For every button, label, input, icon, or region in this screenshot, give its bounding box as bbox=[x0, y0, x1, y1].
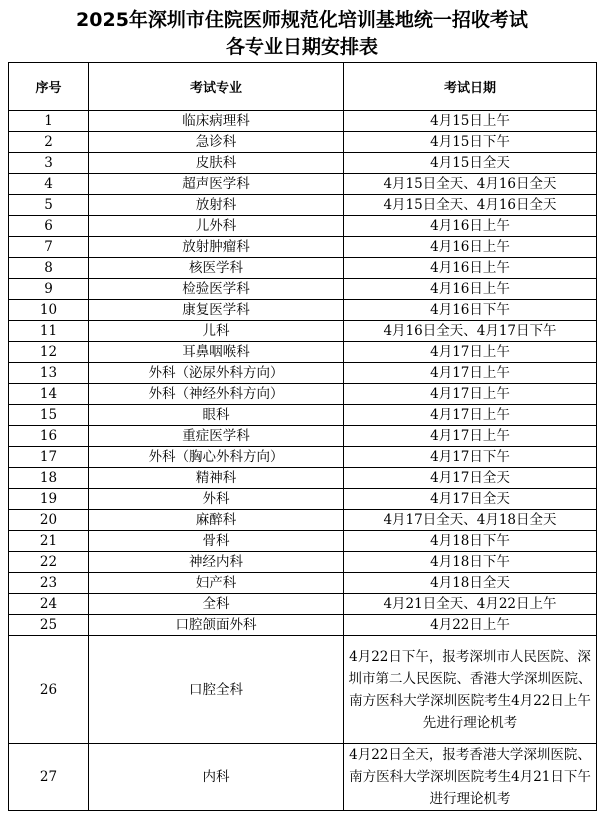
cell-seq: 26 bbox=[9, 636, 89, 744]
cell-major: 急诊科 bbox=[89, 132, 344, 153]
cell-date: 4月15日上午 bbox=[344, 111, 597, 132]
table-row bbox=[9, 468, 597, 489]
cell-date: 4月15日全天、4月16日全天 bbox=[344, 195, 597, 216]
header-row bbox=[9, 63, 597, 111]
cell-seq: 12 bbox=[9, 342, 89, 363]
cell-major: 全科 bbox=[89, 594, 344, 615]
table-row bbox=[9, 636, 597, 744]
table-row bbox=[9, 552, 597, 573]
cell-date: 4月16日上午 bbox=[344, 258, 597, 279]
cell-date: 4月17日上午 bbox=[344, 342, 597, 363]
table-row bbox=[9, 510, 597, 531]
cell-seq: 4 bbox=[9, 174, 89, 195]
header-seq: 序号 bbox=[9, 63, 89, 111]
header-date: 考试日期 bbox=[344, 63, 597, 111]
cell-major: 精神科 bbox=[89, 468, 344, 489]
cell-major: 外科（泌尿外科方向） bbox=[89, 363, 344, 384]
cell-seq: 21 bbox=[9, 531, 89, 552]
cell-seq: 6 bbox=[9, 216, 89, 237]
cell-seq: 13 bbox=[9, 363, 89, 384]
table-row bbox=[9, 615, 597, 636]
cell-seq: 25 bbox=[9, 615, 89, 636]
table-row bbox=[9, 744, 597, 811]
cell-date: 4月18日下午 bbox=[344, 552, 597, 573]
table-row bbox=[9, 216, 597, 237]
cell-major: 儿科 bbox=[89, 321, 344, 342]
cell-seq: 14 bbox=[9, 384, 89, 405]
table-row bbox=[9, 447, 597, 468]
cell-date: 4月15日全天 bbox=[344, 153, 597, 174]
cell-major: 核医学科 bbox=[89, 258, 344, 279]
cell-major: 外科（神经外科方向） bbox=[89, 384, 344, 405]
header-major: 考试专业 bbox=[89, 63, 344, 111]
cell-major: 耳鼻咽喉科 bbox=[89, 342, 344, 363]
cell-seq: 10 bbox=[9, 300, 89, 321]
cell-date: 4月16日上午 bbox=[344, 279, 597, 300]
cell-date: 4月15日全天、4月16日全天 bbox=[344, 174, 597, 195]
cell-major: 康复医学科 bbox=[89, 300, 344, 321]
cell-seq: 17 bbox=[9, 447, 89, 468]
table-row bbox=[9, 258, 597, 279]
cell-seq: 20 bbox=[9, 510, 89, 531]
cell-major: 口腔全科 bbox=[89, 636, 344, 744]
table-row bbox=[9, 153, 597, 174]
cell-seq: 22 bbox=[9, 552, 89, 573]
cell-date: 4月16日下午 bbox=[344, 300, 597, 321]
table-row bbox=[9, 237, 597, 258]
cell-seq: 7 bbox=[9, 237, 89, 258]
cell-major: 外科 bbox=[89, 489, 344, 510]
cell-major: 儿外科 bbox=[89, 216, 344, 237]
table-row bbox=[9, 489, 597, 510]
cell-seq: 11 bbox=[9, 321, 89, 342]
cell-date: 4月17日全天 bbox=[344, 489, 597, 510]
cell-date: 4月21日全天、4月22日上午 bbox=[344, 594, 597, 615]
table-row bbox=[9, 195, 597, 216]
table-row bbox=[9, 405, 597, 426]
table-row bbox=[9, 573, 597, 594]
page-title: 2025年深圳市住院医师规范化培训基地统一招收考试 bbox=[76, 9, 528, 31]
cell-major: 骨科 bbox=[89, 531, 344, 552]
cell-seq: 24 bbox=[9, 594, 89, 615]
cell-date: 4月16日全天、4月17日下午 bbox=[344, 321, 597, 342]
cell-seq: 16 bbox=[9, 426, 89, 447]
cell-date: 4月22日全天，报考香港大学深圳医院、南方医科大学深圳医院考生4月21日下午进行理论机考 bbox=[344, 744, 597, 811]
cell-seq: 3 bbox=[9, 153, 89, 174]
cell-major: 口腔颌面外科 bbox=[89, 615, 344, 636]
table-row bbox=[9, 426, 597, 447]
cell-date: 4月17日下午 bbox=[344, 447, 597, 468]
cell-date: 4月17日上午 bbox=[344, 384, 597, 405]
cell-seq: 8 bbox=[9, 258, 89, 279]
cell-major: 眼科 bbox=[89, 405, 344, 426]
cell-major: 放射肿瘤科 bbox=[89, 237, 344, 258]
schedule-table bbox=[8, 62, 597, 811]
cell-seq: 15 bbox=[9, 405, 89, 426]
cell-seq: 2 bbox=[9, 132, 89, 153]
table-row bbox=[9, 300, 597, 321]
cell-major: 重症医学科 bbox=[89, 426, 344, 447]
cell-date: 4月17日上午 bbox=[344, 405, 597, 426]
cell-date: 4月16日上午 bbox=[344, 237, 597, 258]
table-row bbox=[9, 279, 597, 300]
cell-major: 放射科 bbox=[89, 195, 344, 216]
cell-major: 检验医学科 bbox=[89, 279, 344, 300]
table-row bbox=[9, 363, 597, 384]
cell-major: 妇产科 bbox=[89, 573, 344, 594]
cell-major: 内科 bbox=[89, 744, 344, 811]
table-row bbox=[9, 111, 597, 132]
cell-seq: 19 bbox=[9, 489, 89, 510]
cell-date: 4月16日上午 bbox=[344, 216, 597, 237]
table-row bbox=[9, 342, 597, 363]
cell-date: 4月17日上午 bbox=[344, 426, 597, 447]
cell-date: 4月15日下午 bbox=[344, 132, 597, 153]
table-row bbox=[9, 321, 597, 342]
cell-seq: 27 bbox=[9, 744, 89, 811]
cell-seq: 1 bbox=[9, 111, 89, 132]
cell-seq: 18 bbox=[9, 468, 89, 489]
cell-date: 4月17日全天、4月18日全天 bbox=[344, 510, 597, 531]
cell-major: 皮肤科 bbox=[89, 153, 344, 174]
cell-seq: 9 bbox=[9, 279, 89, 300]
table-row bbox=[9, 132, 597, 153]
table-row bbox=[9, 594, 597, 615]
page-subtitle: 各专业日期安排表 bbox=[225, 36, 378, 58]
cell-major: 神经内科 bbox=[89, 552, 344, 573]
cell-seq: 5 bbox=[9, 195, 89, 216]
cell-major: 外科（胸心外科方向） bbox=[89, 447, 344, 468]
table-row bbox=[9, 174, 597, 195]
cell-major: 临床病理科 bbox=[89, 111, 344, 132]
cell-major: 麻醉科 bbox=[89, 510, 344, 531]
cell-date: 4月18日下午 bbox=[344, 531, 597, 552]
cell-date: 4月18日全天 bbox=[344, 573, 597, 594]
cell-major: 超声医学科 bbox=[89, 174, 344, 195]
table-row bbox=[9, 531, 597, 552]
cell-date: 4月22日下午，报考深圳市人民医院、深圳市第二人民医院、香港大学深圳医院、南方医科大学深圳医院考生4月22日上午先进行理论机考 bbox=[344, 636, 597, 744]
cell-date: 4月17日上午 bbox=[344, 363, 597, 384]
cell-date: 4月17日全天 bbox=[344, 468, 597, 489]
table-row bbox=[9, 384, 597, 405]
cell-date: 4月22日上午 bbox=[344, 615, 597, 636]
cell-seq: 23 bbox=[9, 573, 89, 594]
